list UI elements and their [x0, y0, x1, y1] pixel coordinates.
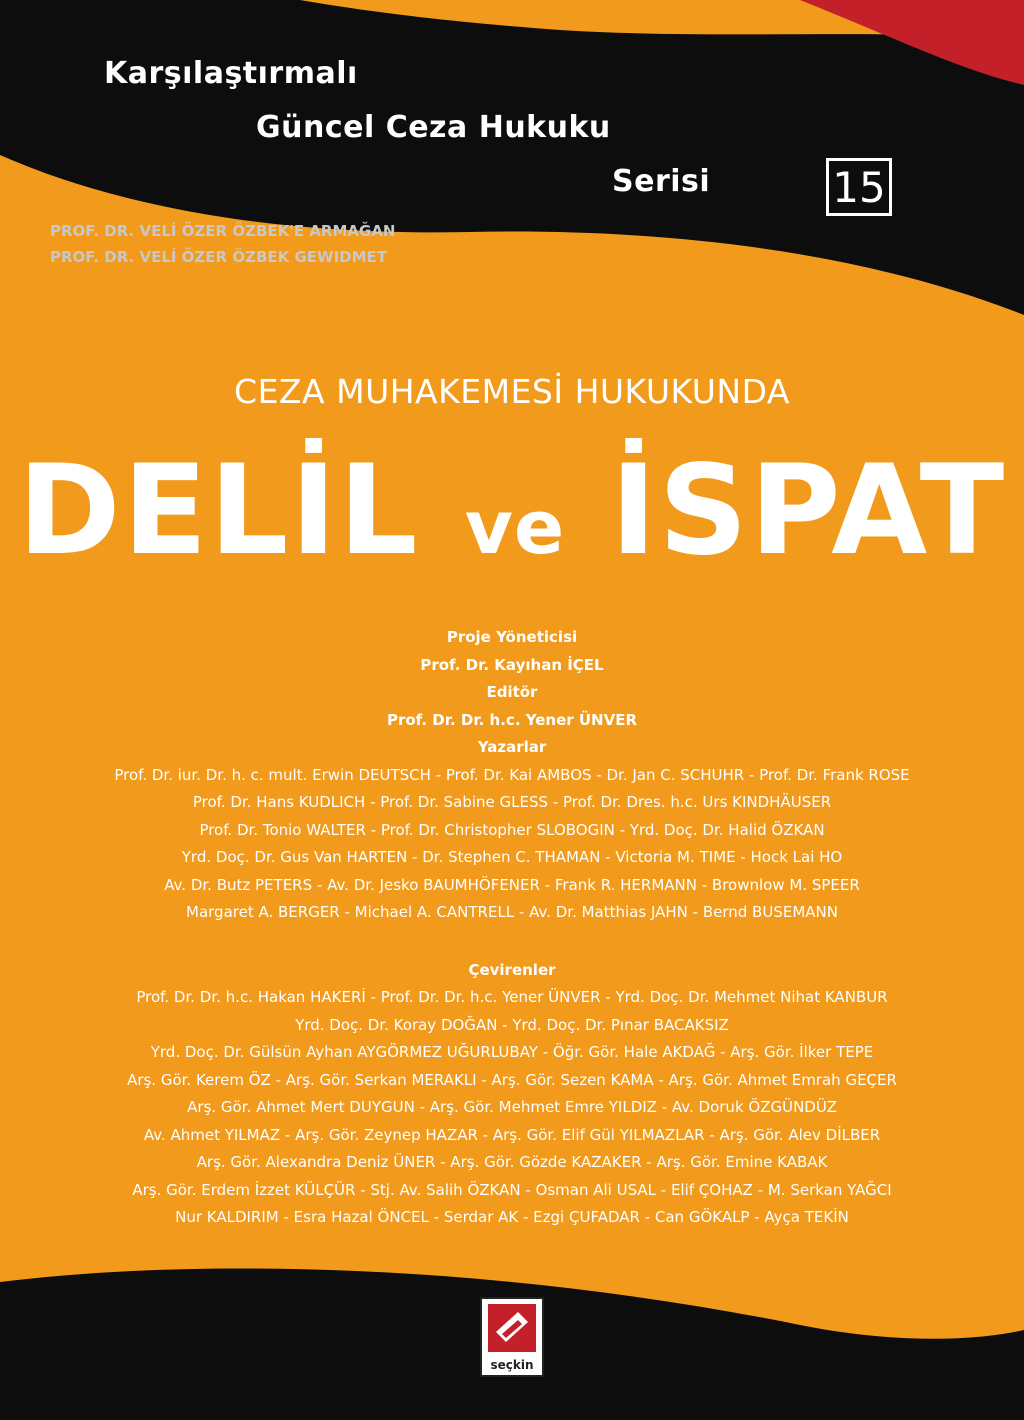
publisher-logo: [480, 1297, 544, 1377]
author-line: Prof. Dr. iur. Dr. h. c. mult. Erwin DEUTSCH - Prof. Dr. Kai AMBOS - Dr. Jan C. SCHUHR - Prof. Dr. Frank ROSE: [114, 765, 910, 784]
translators-label: Çevirenler: [468, 960, 556, 979]
translator-line: Nur KALDIRIM - Esra Hazal ÖNCEL - Serdar AK - Ezgi ÇUFADAR - Can GÖKALP - Ayça TEKİN: [175, 1208, 849, 1226]
translator-line: Yrd. Doç. Dr. Koray DOĞAN - Yrd. Doç. Dr. Pınar BACAKSIZ: [295, 1015, 729, 1034]
editor: Prof. Dr. Dr. h.c. Yener ÜNVER: [386, 710, 638, 729]
author-line: Av. Dr. Butz PETERS - Av. Dr. Jesko BAUMHÖFENER - Frank R. HERMANN - Brownlow M. SPEER: [164, 875, 860, 894]
translator-line: Av. Ahmet YILMAZ - Arş. Gör. Zeynep HAZAR - Arş. Gör. Elif Gül YILMAZLAR - Arş. Gör. Alev DİLBER: [143, 1125, 881, 1144]
translator-line: Arş. Gör. Ahmet Mert DUYGUN - Arş. Gör. Mehmet Emre YILDIZ - Av. Doruk ÖZGÜNDÜZ: [187, 1098, 837, 1116]
translator-line: Arş. Gör. Kerem ÖZ - Arş. Gör. Serkan MERAKLI - Arş. Gör. Sezen KAMA - Arş. Gör. Ahmet Emrah GEÇER: [127, 1070, 897, 1089]
book-title: [0, 436, 1024, 603]
series-line-2: Güncel Ceza Hukuku: [256, 110, 611, 145]
publisher-name: seçkin: [490, 1358, 534, 1372]
authors-label: Yazarlar: [477, 738, 547, 756]
dedication-de: PROF. DR. VELİ ÖZER ÖZBEK GEWIDMET: [50, 248, 388, 266]
book-subtitle: CEZA MUHAKEMESİ HUKUKUNDA: [234, 372, 790, 411]
author-line: Prof. Dr. Hans KUDLICH - Prof. Dr. Sabine GLESS - Prof. Dr. Dres. h.c. Urs KINDHÄUSER: [192, 793, 832, 811]
editor-label: Editör: [486, 683, 538, 701]
translator-line: Prof. Dr. Dr. h.c. Hakan HAKERİ - Prof. Dr. Dr. h.c. Yener ÜNVER - Yrd. Doç. Dr. Mehmet Nihat KANBUR: [136, 988, 888, 1006]
translator-line: Arş. Gör. Alexandra Deniz ÜNER - Arş. Gör. Gözde KAZAKER - Arş. Gör. Emine KABAK: [196, 1153, 828, 1171]
title-part-1: DELİL: [17, 439, 420, 583]
credits-spacer: [40, 927, 984, 957]
author-line: Prof. Dr. Tonio WALTER - Prof. Dr. Christopher SLOBOGIN - Yrd. Doç. Dr. Halid ÖZKAN: [199, 820, 825, 839]
translator-line: Arş. Gör. Erdem İzzet KÜLÇÜR - Stj. Av. Salih ÖZKAN - Osman Ali USAL - Elif ÇOHAZ - M. Serkan YAĞCI: [132, 1180, 892, 1199]
project-manager: Prof. Dr. Kayıhan İÇEL: [420, 655, 604, 674]
series-line-3: Serisi: [612, 164, 711, 199]
author-line: Yrd. Doç. Dr. Gus Van HARTEN - Dr. Stephen C. THAMAN - Victoria M. TIME - Hock Lai HO: [181, 848, 843, 866]
project-manager-label: Proje Yöneticisi: [446, 628, 578, 646]
title-part-3: İSPAT: [610, 439, 1007, 583]
title-part-2: ve: [464, 485, 566, 571]
series-number: 15: [826, 158, 892, 216]
seckin-logo-icon: [488, 1304, 536, 1352]
series-line-1: Karşılaştırmalı: [104, 56, 358, 91]
dedication-tr: PROF. DR. VELİ ÖZER ÖZBEK'E ARMAĞAN: [50, 222, 396, 240]
credits-block: [40, 624, 984, 1232]
author-line: Margaret A. BERGER - Michael A. CANTRELL - Av. Dr. Matthias JAHN - Bernd BUSEMANN: [186, 903, 838, 921]
translator-line: Yrd. Doç. Dr. Gülsün Ayhan AYGÖRMEZ UĞURLUBAY - Öğr. Gör. Hale AKDAĞ - Arş. Gör. İlker TEPE: [150, 1043, 874, 1061]
